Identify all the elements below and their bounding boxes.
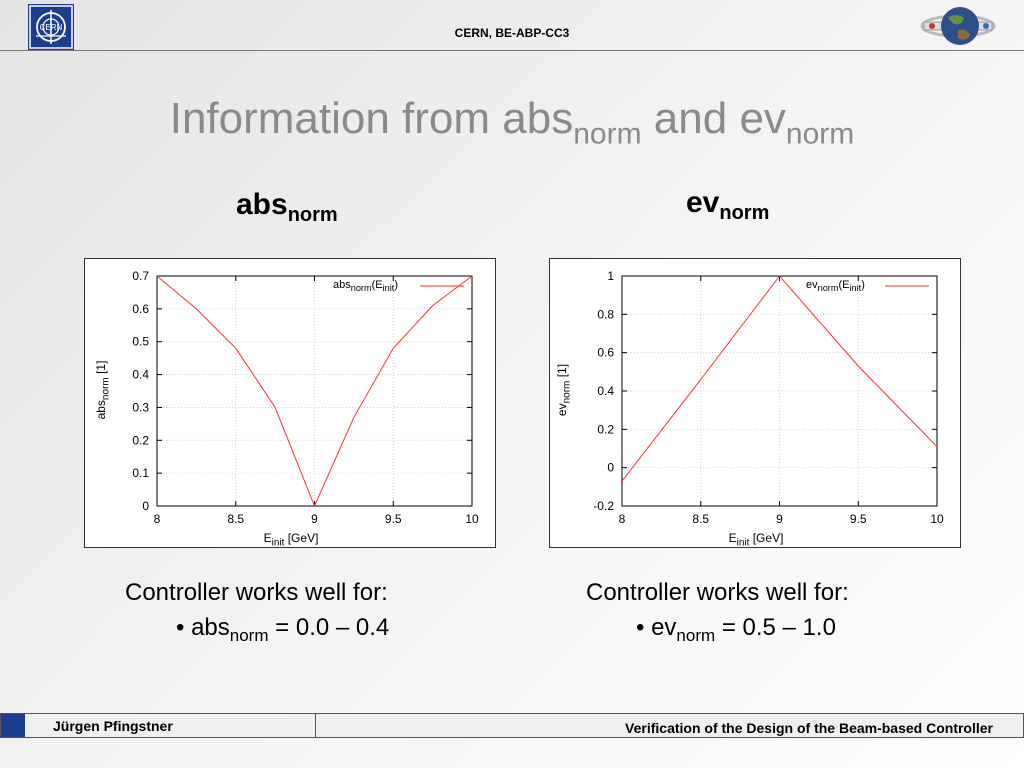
ev-norm-x-tick-label: 8.5 — [692, 512, 710, 526]
left-bullet: • abs$_{norm}$ = 0.0 – 0.4 — [176, 614, 390, 645]
abs-norm-y-tick-label: 0.1 — [132, 466, 149, 481]
abs-norm-x-tick-label: 10 — [465, 512, 479, 526]
ev-norm-y-tick-label: 0 — [607, 460, 614, 475]
right-legend-label: $ev_{norm}(E_{init})$ — [806, 279, 865, 294]
header-rule — [0, 50, 1024, 51]
right-chart-heading: $ev_{norm}$ — [686, 186, 770, 224]
abs-norm-y-tick-label: 0.5 — [132, 334, 149, 349]
footer-accent-square — [1, 714, 25, 737]
ev-norm-x-tick-label: 10 — [930, 512, 944, 526]
right-bullet: • $ev_{norm} = 0.5 - 1.0$ — [636, 614, 836, 645]
ev-norm-x-tick-label: 9.5 — [849, 512, 867, 526]
ev-norm-y-tick-label: 0.6 — [597, 345, 614, 360]
footer-divider — [315, 714, 316, 737]
left-caption: Controller works well for: — [125, 579, 388, 606]
header-center-text: CERN, BE-ABP-CC3 — [454, 26, 570, 40]
ev-norm-y-tick-label: -0.2 — [593, 499, 614, 513]
abs-norm-y-tick-label: 0.7 — [132, 269, 149, 283]
ev-norm-x-tick-label: 8 — [618, 512, 626, 526]
left-chart-heading: abs$_{norm}$ — [236, 188, 338, 226]
ev-norm-x-tick-label: 9 — [776, 512, 783, 526]
slide-title: Information from abs$_{norm}$ and $ev_{norm}$ — [169, 94, 855, 151]
right-x-axis-label: $E_{init}$ [GeV] — [728, 531, 784, 549]
ev-norm-chart — [549, 258, 961, 548]
abs-norm-x-tick-label: 9 — [311, 512, 318, 526]
abs-norm-y-tick-label: 0.3 — [132, 400, 149, 415]
left-legend-label: $abs_{norm}(E_{init})$ — [333, 279, 399, 294]
ev-norm-y-tick-label: 0.4 — [597, 384, 614, 398]
ev-norm-y-tick-label: 0.8 — [597, 307, 614, 322]
abs-norm-plot — [85, 259, 497, 549]
abs-norm-y-tick-label: 0 — [142, 499, 149, 513]
right-caption: Controller works well for: — [586, 579, 849, 606]
ev-norm-y-tick-label: 1 — [607, 269, 614, 283]
abs-norm-y-tick-label: 0.2 — [132, 433, 149, 448]
footer-author: Jürgen Pfingstner — [53, 718, 173, 734]
right-y-axis-label: $ev_{norm}$ [1] — [555, 363, 573, 417]
abs-norm-chart — [84, 258, 496, 548]
globe-logo-icon — [918, 2, 998, 50]
abs-norm-x-tick-label: 8 — [153, 512, 161, 526]
abs-norm-y-tick-label: 0.4 — [132, 367, 149, 382]
footer-title: Verification of the Design of the Beam-based Controller — [625, 720, 993, 736]
footer-bar — [0, 713, 1024, 738]
abs-norm-x-tick-label: 9.5 — [384, 512, 402, 526]
left-y-axis-label: abs$_{norm}$ [1] — [94, 360, 112, 420]
cern-logo-text: CERN — [39, 23, 63, 32]
ev-norm-y-tick-label: 0.2 — [597, 422, 614, 437]
ev-norm-plot — [550, 259, 962, 549]
abs-norm-y-tick-label: 0.6 — [132, 301, 149, 316]
left-x-axis-label: $E_{init}$ [GeV] — [263, 531, 319, 549]
abs-norm-x-tick-label: 8.5 — [227, 512, 245, 526]
